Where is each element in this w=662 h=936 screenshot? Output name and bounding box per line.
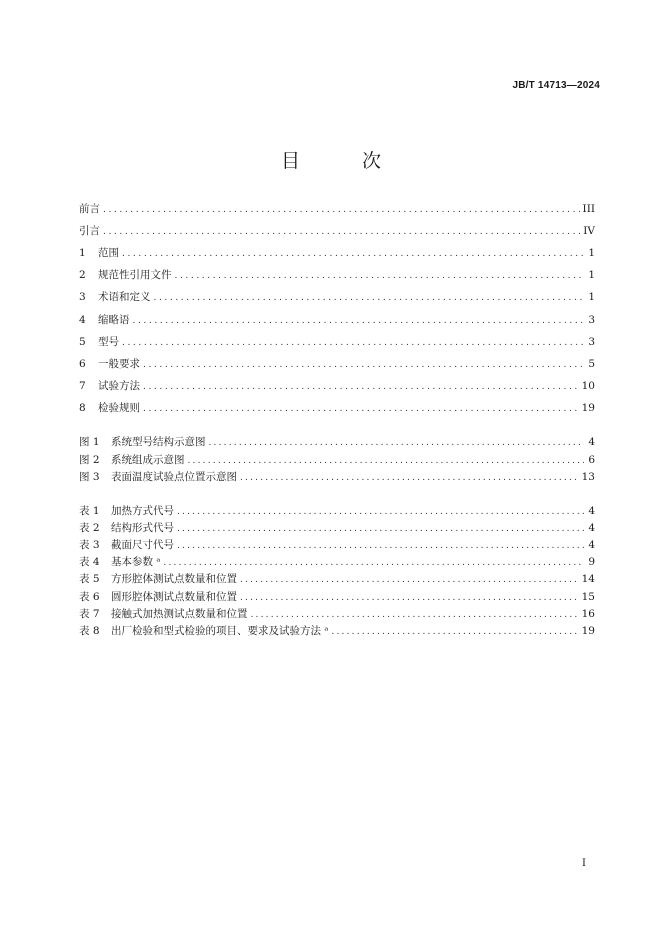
- toc-number: 3: [79, 291, 86, 304]
- toc-page: 5: [588, 357, 595, 370]
- dot-leader: [188, 453, 585, 469]
- toc-label: 前言: [79, 203, 100, 215]
- dot-leader: [177, 538, 584, 554]
- toc-page: III: [582, 203, 595, 215]
- table-number: 表 6: [79, 590, 100, 603]
- toc-number: 8: [79, 401, 86, 414]
- table-label: 圆形腔体测试点数量和位置: [111, 590, 237, 603]
- toc-number: 6: [79, 357, 86, 370]
- toc-entry[interactable]: [79, 378, 595, 394]
- table-number: 表 7: [79, 607, 100, 620]
- dot-leader: [240, 470, 579, 486]
- figure-label: 表面温度试验点位置示意图: [111, 471, 237, 483]
- dot-leader: [240, 572, 579, 588]
- dot-leader: [163, 555, 584, 571]
- table-entry[interactable]: [79, 606, 595, 622]
- toc-entry[interactable]: [79, 334, 595, 350]
- table-page: 14: [581, 573, 595, 586]
- toc-entry[interactable]: [79, 223, 595, 239]
- dot-leader: [122, 246, 584, 262]
- dot-leader: [103, 224, 580, 240]
- toc-label: 规范性引用文件: [98, 269, 172, 282]
- toc-label: 型号: [98, 335, 119, 348]
- table-entry[interactable]: [79, 520, 595, 536]
- table-entry[interactable]: [79, 571, 595, 587]
- toc-entry[interactable]: [79, 400, 595, 416]
- dot-leader: [154, 290, 585, 306]
- figure-page: 13: [581, 471, 595, 483]
- table-entry[interactable]: [79, 537, 595, 553]
- toc-label: 术语和定义: [98, 291, 151, 304]
- dot-leader: [143, 357, 584, 373]
- table-page: 4: [588, 522, 595, 535]
- toc-entry[interactable]: [79, 289, 595, 305]
- toc-entry[interactable]: [79, 356, 595, 372]
- table-page: 9: [588, 556, 595, 569]
- table-number: 表 1: [79, 505, 100, 517]
- toc-page: 3: [588, 313, 595, 326]
- figure-page: 6: [588, 453, 595, 466]
- table-label: 方形腔体测试点数量和位置: [111, 573, 237, 586]
- dot-leader: [177, 504, 584, 520]
- toc-page: 10: [581, 379, 595, 392]
- dot-leader: [175, 268, 585, 284]
- dot-leader: [133, 313, 585, 329]
- dot-leader: [103, 202, 580, 218]
- toc-number: 2: [79, 269, 86, 282]
- toc-label: 范围: [98, 247, 119, 260]
- table-number: 表 2: [79, 522, 100, 535]
- table-number: 表 3: [79, 539, 100, 552]
- table-label: 出厂检验和型式检验的项目、要求及试验方法 ᵃ: [111, 624, 329, 637]
- toc-page: 19: [581, 401, 595, 414]
- dot-leader: [209, 435, 585, 451]
- toc-label: 试验方法: [98, 379, 140, 392]
- figure-page: 4: [588, 436, 595, 448]
- figure-entry[interactable]: [79, 434, 595, 450]
- toc-entry[interactable]: [79, 312, 595, 328]
- toc-number: 5: [79, 335, 86, 348]
- page-number: I: [582, 858, 586, 869]
- figure-entry[interactable]: [79, 469, 595, 485]
- table-label: 基本参数 ᵃ: [111, 556, 161, 569]
- figure-label: 系统组成示意图: [111, 453, 185, 466]
- table-entry[interactable]: [79, 589, 595, 605]
- dot-leader: [240, 590, 579, 606]
- toc-page: IV: [583, 225, 595, 238]
- table-label: 接触式加热测试点数量和位置: [111, 607, 248, 620]
- toc-page: 3: [588, 335, 595, 348]
- table-page: 4: [588, 539, 595, 552]
- dot-leader: [251, 607, 579, 623]
- dot-leader: [143, 379, 579, 395]
- figure-label: 系统型号结构示意图: [111, 436, 206, 448]
- toc-label: 引言: [79, 225, 100, 238]
- table-label: 截面尺寸代号: [111, 539, 174, 552]
- table-number: 表 4: [79, 556, 100, 569]
- toc-label: 缩略语: [98, 313, 130, 326]
- toc-entry[interactable]: [79, 267, 595, 283]
- toc-number: 4: [79, 313, 86, 326]
- toc-label: 检验规则: [98, 401, 140, 414]
- toc-page: 1: [588, 247, 595, 260]
- table-page: 16: [581, 607, 595, 620]
- table-page: 4: [588, 505, 595, 517]
- figure-number: 图 2: [79, 453, 100, 466]
- table-entry[interactable]: [79, 554, 595, 570]
- toc-number: 7: [79, 379, 86, 392]
- table-entry[interactable]: [79, 623, 595, 639]
- toc-page: 1: [588, 269, 595, 282]
- dot-leader: [331, 624, 578, 640]
- toc-number: 1: [79, 247, 86, 260]
- dot-leader: [177, 521, 584, 537]
- table-page: 15: [581, 590, 595, 603]
- table-page: 19: [581, 624, 595, 637]
- figure-number: 图 1: [79, 436, 100, 448]
- table-label: 加热方式代号: [111, 505, 174, 517]
- toc-page: 1: [588, 291, 595, 304]
- table-entry[interactable]: [79, 503, 595, 519]
- dot-leader: [143, 401, 579, 417]
- toc-entry[interactable]: [79, 245, 595, 261]
- toc-entry[interactable]: [79, 201, 595, 217]
- toc-title: 目 次: [280, 150, 410, 172]
- document-code: JB/T 14713—2024: [512, 80, 600, 91]
- table-number: 表 8: [79, 624, 100, 637]
- figure-number: 图 3: [79, 471, 100, 483]
- table-label: 结构形式代号: [111, 522, 174, 535]
- table-number: 表 5: [79, 573, 100, 586]
- toc-label: 一般要求: [98, 357, 140, 370]
- figure-entry[interactable]: [79, 452, 595, 468]
- dot-leader: [122, 335, 584, 351]
